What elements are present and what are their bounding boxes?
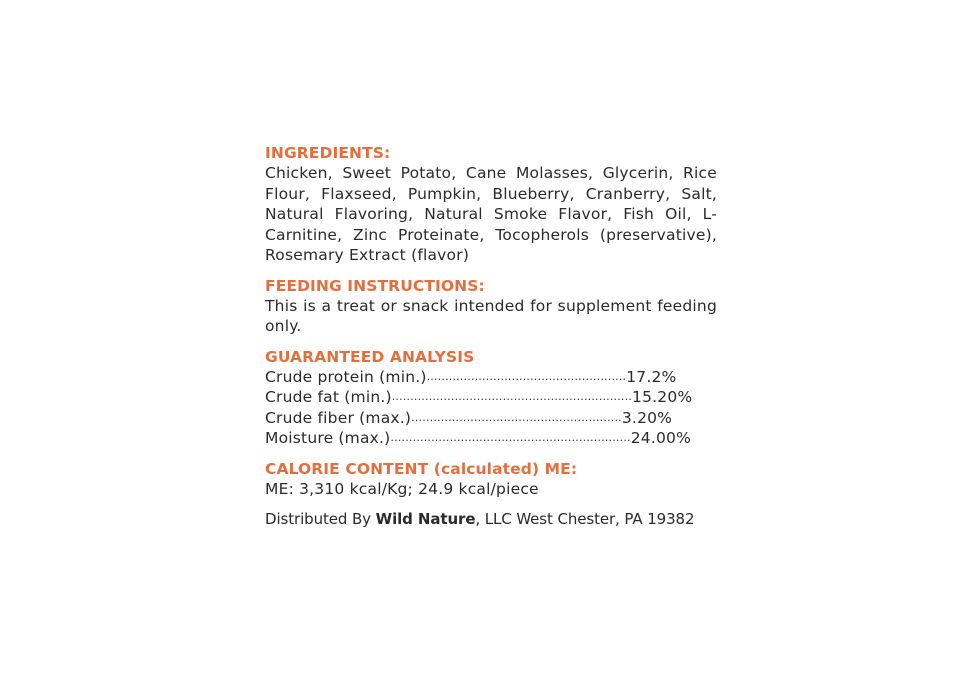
ingredients-section bbox=[265, 143, 717, 266]
analysis-row-dots: ......................................................... bbox=[411, 410, 622, 424]
distribution-line bbox=[265, 509, 717, 529]
analysis-row bbox=[265, 367, 717, 388]
analysis-heading: GUARANTEED ANALYSIS bbox=[265, 347, 475, 366]
analysis-row bbox=[265, 428, 717, 449]
analysis-row-name: Moisture (max.) bbox=[265, 429, 391, 447]
analysis-row-value: 3.20% bbox=[621, 408, 673, 427]
analysis-row-value: 15.20% bbox=[632, 388, 693, 406]
calorie-section bbox=[265, 459, 717, 500]
feeding-heading: FEEDING INSTRUCTIONS: bbox=[265, 276, 485, 295]
analysis-row-dots: ...................................................... bbox=[426, 369, 627, 383]
ingredients-text: Chicken, Sweet Potato, Cane Molasses, Glycerin, Rice Flour, Flaxseed, Pumpkin, Blueberry, Cranberry, Salt, Natural Flavoring, Natural Smoke Flavor, Fish Oil, L-Carnitine, Zinc Proteinate, Tocopherols (preservative), Rosemary Extract (flavor) bbox=[265, 164, 717, 264]
analysis-row-name: Crude protein (min.) bbox=[265, 367, 427, 386]
ingredients-heading: INGREDIENTS: bbox=[265, 144, 391, 162]
feeding-text: This is a treat or snack intended for supplement feeding only. bbox=[265, 296, 717, 335]
feeding-section bbox=[265, 276, 717, 337]
analysis-row-value: 24.00% bbox=[630, 429, 692, 447]
calorie-text: ME: 3,310 kcal/Kg; 24.9 kcal/piece bbox=[265, 479, 539, 498]
analysis-row-value: 17.2% bbox=[626, 367, 677, 386]
analysis-row-dots: ................................................................. bbox=[390, 431, 631, 444]
analysis-row-name: Crude fiber (max.) bbox=[265, 408, 412, 427]
distribution-prefix: Distributed By bbox=[265, 510, 376, 528]
calorie-heading: CALORIE CONTENT (calculated) ME: bbox=[265, 459, 578, 478]
analysis-row-dots: ................................................................. bbox=[391, 390, 633, 403]
analysis-section bbox=[265, 347, 717, 449]
analysis-row-name: Crude fat (min.) bbox=[265, 388, 392, 406]
product-label bbox=[265, 143, 717, 529]
distribution-suffix: , LLC West Chester, PA 19382 bbox=[475, 510, 695, 528]
analysis-row bbox=[265, 408, 717, 429]
brand-name: Wild Nature bbox=[375, 510, 476, 528]
analysis-row bbox=[265, 387, 717, 408]
